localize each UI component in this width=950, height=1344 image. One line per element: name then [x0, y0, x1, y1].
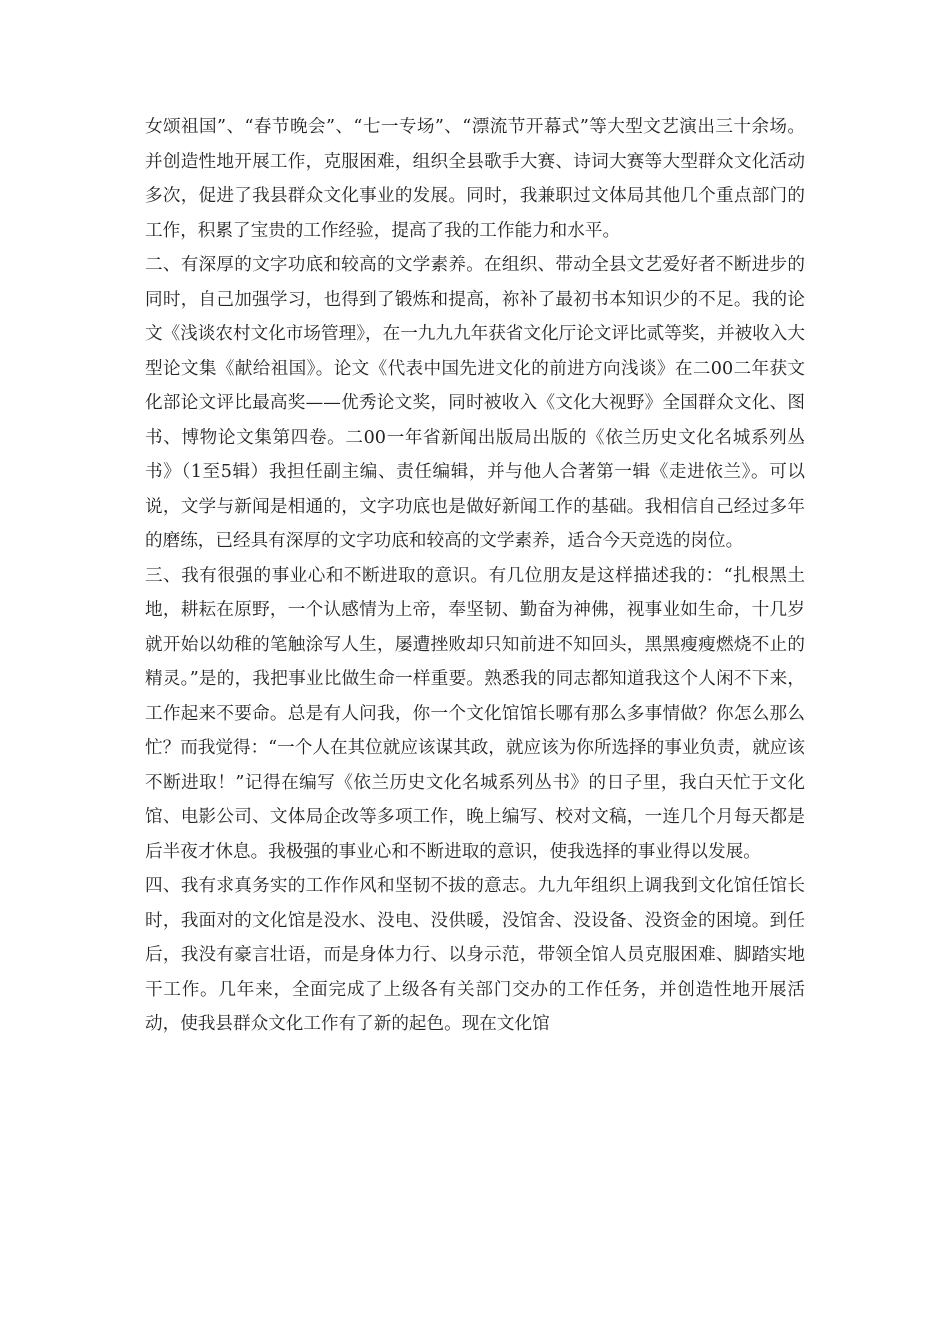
document-body [145, 110, 805, 1042]
paragraph-literary-skill: 二、有深厚的文字功底和较高的文学素养。在组织、带动全县文艺爱好者不断进步的同时，自己加强学习，也得到了锻炼和提高，祢补了最初书本知识少的不足。我的论文《浅谈农村文化市场管理》，在一九九九年获省文化厅论文评比贰等奖，并被收入大型论文集《献给祖国》。论文《代表中国先进文化的前进方向浅谈》在二00二年获文化部论文评比最高奖——优秀论文奖，同时被收入《文化大视野》全国群众文化、图书、博物论文集第四卷。二00一年省新闻出版局出版的《依兰历史文化名城系列丛书》（1至5辑）我担任副主编、责任编辑，并与他人合著第一辑《走进依兰》。可以说，文学与新闻是相通的，文字功底也是做好新闻工作的基础。我相信自己经过多年的磨练，已经具有深厚的文字功底和较高的文学素养，适合今天竞选的岗位。 [145, 255, 805, 551]
paragraph-dedication: 三、我有很强的事业心和不断进取的意识。有几位朋友是这样描述我的：“扎根黑土地，耕耘在原野，一个认感情为上帝，奉坚韧、勤奋为神佛，视事业如生命，十几岁就开始以幼稚的笔触涂写人生，屡遭挫败却只知前进不知回头，黑黑瘦瘦燃烧不止的精灵。”是的，我把事业比做生命一样重要。熟悉我的同志都知道我这个人闲不下来，工作起来不要命。总是有人问我，你一个文化馆馆长哪有那么多事情做？你怎么那么忙？而我觉得：“一个人在其位就应该谋其政，就应该为你所选择的事业负责，就应该不断进取！”记得在编写《依兰历史文化名城系列丛书》的日子里，我白天忙于文化馆、电影公司、文体局企改等多项工作，晚上编写、校对文稿，一连几个月每天都是后半夜才休息。我极强的事业心和不断进取的意识，使我选择的事业得以发展。 [145, 565, 805, 862]
paragraph-work-style: 四、我有求真务实的工作作风和坚韧不拔的意志。九九年组织上调我到文化馆任馆长时，我面对的文化馆是没水、没电、没供暖，没馆舍、没设备、没资金的困境。到任后，我没有豪言壮语，而是身体力行、以身示范，带领全馆人员克服困难、脚踏实地干工作。几年来，全面完成了上级各有关部门交办的工作任务，并创造性地开展活动，使我县群众文化工作有了新的起色。现在文化馆 [145, 876, 805, 1034]
paragraph-continuation: 女颂祖国”、“春节晚会”、“七一专场”、“漂流节开幕式”等大型文艺演出三十余场。并创造性地开展工作，克服困难，组织全县歌手大赛、诗词大赛等大型群众文化活动多次，促进了我县群众文化事业的发展。同时，我兼职过文体局其他几个重点部门的工作，积累了宝贵的工作经验，提高了我的工作能力和水平。 [145, 117, 805, 241]
